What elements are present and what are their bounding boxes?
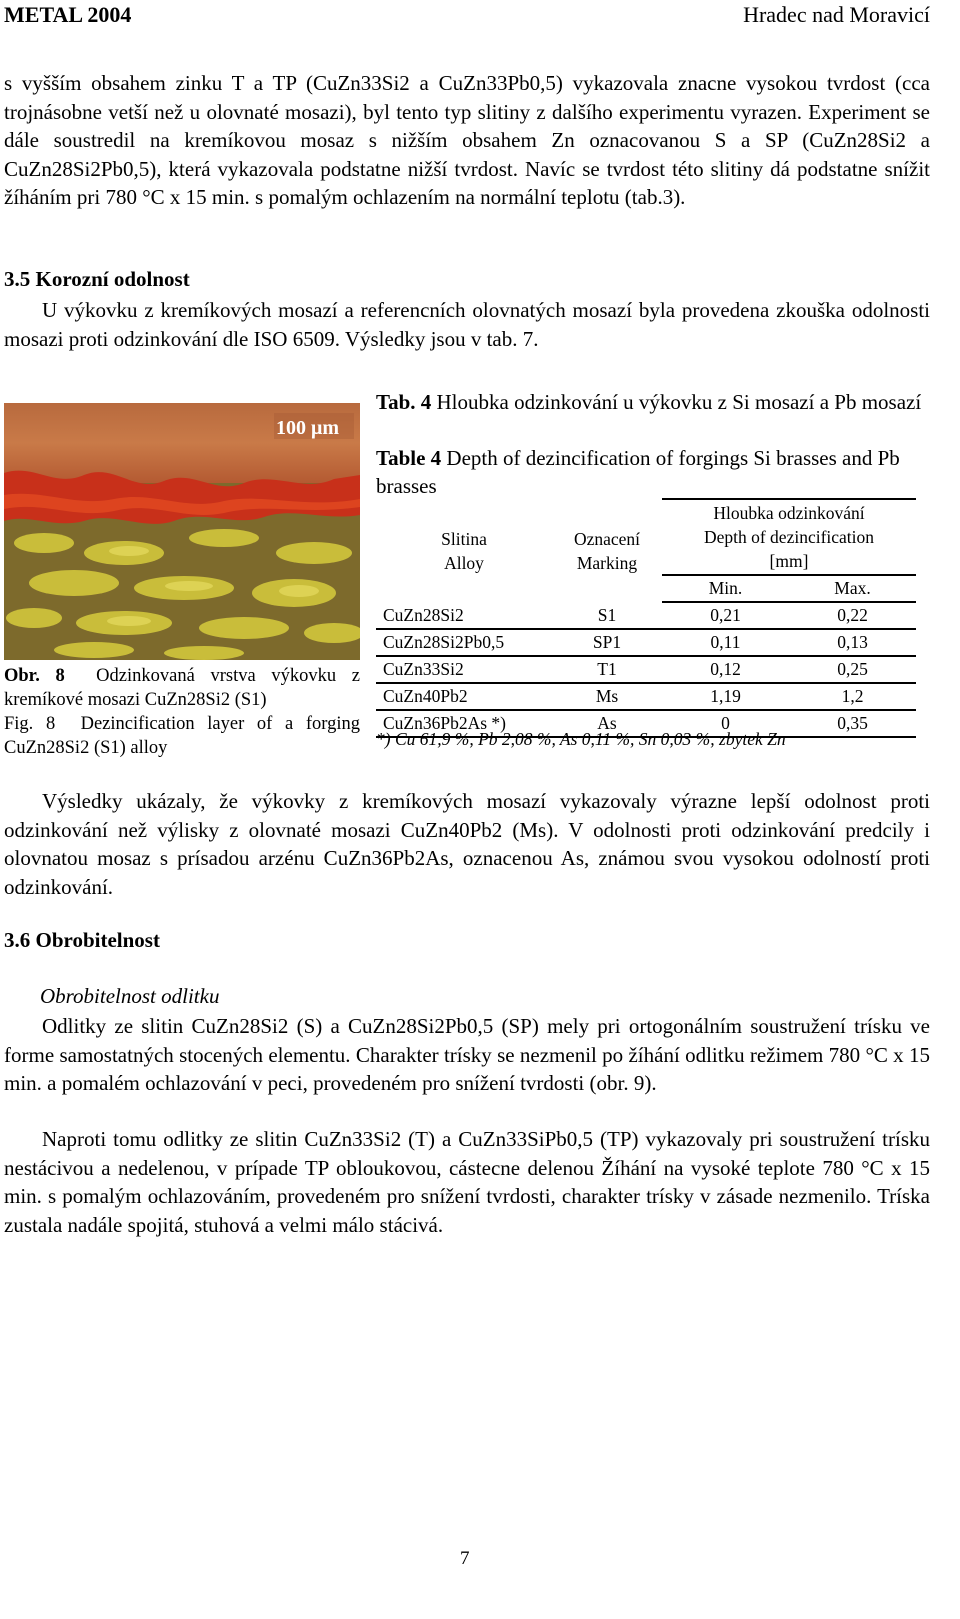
table-header-row — [376, 499, 916, 575]
cell-alloy: CuZn40Pb2 — [376, 683, 552, 710]
header-max: Max. — [789, 575, 916, 602]
cell-marking: Ms — [552, 683, 662, 710]
cell-alloy: CuZn36Pb2As *) — [376, 710, 552, 737]
table-title-cz-text: Hloubka odzinkování u výkovku z Si mosazí a Pb mosazí — [436, 390, 922, 414]
cell-alloy: CuZn33Si2 — [376, 656, 552, 683]
table-title-en — [376, 444, 930, 500]
table-label-cz: Tab. 4 — [376, 390, 432, 414]
table-row — [376, 602, 916, 629]
header-alloy-en: Alloy — [444, 552, 484, 573]
dezincification-table — [376, 498, 916, 738]
cell-max: 0,22 — [789, 602, 916, 629]
table-label-en: Table 4 — [376, 446, 442, 470]
header-min: Min. — [662, 575, 789, 602]
figure-caption-en-text: Dezincification layer of a forging CuZn28Si2 (S1) alloy — [4, 714, 361, 758]
scale-bar-label: 100 μm — [276, 417, 339, 439]
header-alloy — [376, 499, 552, 602]
figure-label-en: Fig. 8 — [4, 714, 56, 734]
cell-marking: S1 — [552, 602, 662, 629]
table-title-cz — [376, 388, 930, 416]
section-heading-machinability: 3.6 Obrobitelnost — [4, 928, 160, 952]
header-marking-en: Marking — [576, 552, 638, 573]
cell-min: 0,12 — [662, 656, 789, 683]
table-footnote: *) Cu 61,9 %, Pb 2,08 %, As 0,11 %, Sn 0,03 %, zbytek Zn — [376, 729, 786, 749]
section-heading-corrosion: 3.5 Korozní odolnost — [4, 267, 190, 291]
cell-max: 0,35 — [789, 710, 916, 737]
cell-marking: T1 — [552, 656, 662, 683]
header-alloy-cz: Slitina — [441, 528, 487, 549]
cell-min: 0,11 — [662, 629, 789, 656]
cell-min: 0 — [662, 710, 789, 737]
header-depth — [662, 499, 916, 575]
results-paragraph: Výsledky ukázaly, že výkovky z kremíkových mosazí vykazovaly výrazne lepší odolnost proti odzinkování než výlisky z olovnaté mosazi CuZn40Pb2 (Ms). V odolnosti proti odzinkování predcily i olovnatou mosaz s prísadou arzénu CuZn36Pb2As, oznacenou As, známou svou vysokou odolností proti odzinkování. — [4, 789, 930, 899]
cell-max: 0,13 — [789, 629, 916, 656]
figure-caption-en — [4, 712, 360, 760]
subheading-casting-machinability: Obrobitelnost odlitku — [40, 984, 220, 1008]
table-row — [376, 683, 916, 710]
header-marking — [552, 499, 662, 602]
cell-alloy: CuZn28Si2Pb0,5 — [376, 629, 552, 656]
cell-min: 1,19 — [662, 683, 789, 710]
table-row — [376, 656, 916, 683]
micrograph-image — [4, 403, 360, 660]
cell-marking: As — [552, 710, 662, 737]
header-depth-en: Depth of dezincification — [703, 527, 875, 547]
header-marking-cz: Oznacení — [573, 528, 641, 549]
page-number: 7 — [460, 1548, 470, 1569]
table-row — [376, 629, 916, 656]
header-depth-cz: Hloubka odzinkování — [713, 503, 865, 523]
cell-min: 0,21 — [662, 602, 789, 629]
corrosion-paragraph: U výkovku z kremíkových mosazí a referencních olovnatých mosazí byla provedena zkouška odolnosti mosazi proti odzinkování dle ISO 6509. Výsledky jsou v tab. 7. — [4, 298, 930, 351]
machinability-paragraph-1: Odlitky ze slitin CuZn28Si2 (S) a CuZn28Si2Pb0,5 (SP) mely pri ortogonálním soustružení trísku ve forme samostatných stocených elementu. Charakter trísky se nezmenil po žíhání odlitku režimem 780 °C x 15 min. a pomalém ochlazování v peci, provedeném pro snížení tvrdosti (obr. 9). — [4, 1014, 930, 1095]
header-depth-unit: [mm] — [769, 551, 809, 571]
header-location: Hradec nad Moravicí — [743, 2, 930, 27]
machinability-paragraph-2: Naproti tomu odlitky ze slitin CuZn33Si2 (T) a CuZn33SiPb0,5 (TP) vykazovaly pri soustružení trísku nestácivou a nedelenou, v prípade TP obloukovou, cástecne delenou Žíhání na vysoké teplote 780 °C x 15 min. s pomalým ochlazováním, provedeném pro snížení tvrdosti, charakter trísky v zásade nezmenilo. Tríska zustala nadále spojitá, stuhová a velmi málo stácivá. — [4, 1127, 930, 1237]
cell-marking: SP1 — [552, 629, 662, 656]
cell-max: 0,25 — [789, 656, 916, 683]
figure-caption-cz-text: Odzinkovaná vrstva výkovku z kremíkové mosazi CuZn28Si2 (S1) — [4, 666, 361, 710]
intro-paragraph: s vyšším obsahem zinku T a TP (CuZn33Si2 a CuZn33Pb0,5) vykazovala znacne vysokou tvrdost (cca trojnásobne vetší než u olovnaté mosazi), byl tento typ slitiny z dalšího experimentu vyrazen. Experiment se dále soustredil na kremíkovou mosaz s nižším obsahem Zn oznacovanou S a SP (CuZn28Si2 a CuZn28Si2Pb0,5), která vykazovala podstatne nižší tvrdost. Navíc se tvrdost této slitiny dá podstatne snížit žíháním pri 780 °C x 15 min. s pomalým ochlazením na normální teplotu (tab.3). — [4, 71, 930, 209]
header-conference: METAL 2004 — [4, 2, 132, 27]
cell-alloy: CuZn28Si2 — [376, 602, 552, 629]
figure-caption-cz — [4, 664, 360, 712]
table-title-en-text: Depth of dezincification of forgings Si brasses and Pb brasses — [376, 446, 900, 498]
figure-label-cz: Obr. 8 — [4, 666, 65, 686]
cell-max: 1,2 — [789, 683, 916, 710]
